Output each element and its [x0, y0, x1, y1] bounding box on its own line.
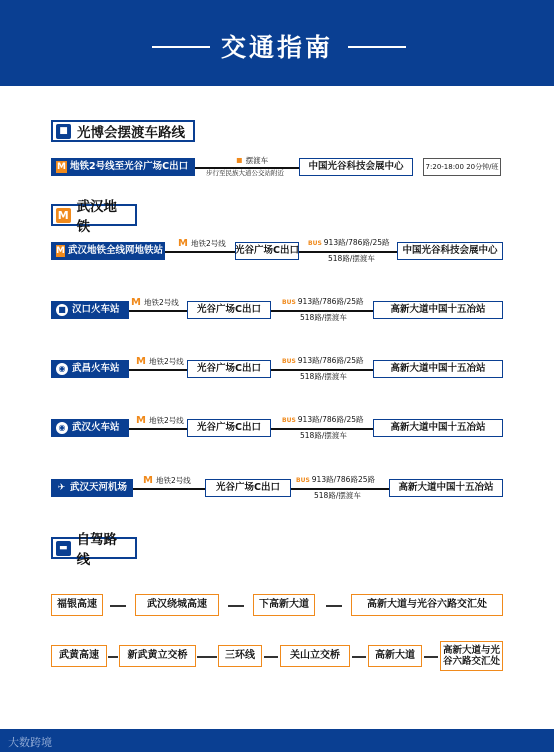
metro-route-start: ✈ 武汉天河机场 — [51, 479, 133, 497]
section-shuttle-title: 光博会摆渡车路线 — [77, 125, 185, 141]
connector — [165, 251, 235, 253]
connector — [271, 428, 373, 430]
drive-step: 武黄高速 — [51, 645, 107, 667]
drive-step: 高新大道 — [368, 645, 422, 667]
connector — [129, 310, 187, 312]
metro-icon: M — [57, 208, 69, 222]
connector — [129, 428, 187, 430]
section-drive-title: 自驾路线 — [76, 532, 118, 568]
metro-route-end: 高新大道中国十五冶站 — [389, 479, 503, 497]
metro-route-end: 高新大道中国十五冶站 — [373, 419, 503, 437]
shuttle-start-label: 地铁2号线至光谷广场C出口 — [70, 161, 189, 173]
bus-label: BUS 913路/786路/25路 — [282, 356, 364, 365]
bus-label: BUS 913路/786路/25路 — [282, 415, 364, 424]
metro-line-label: M 地铁2号线 — [136, 356, 184, 367]
metro-line-label: M 地铁2号线 — [143, 475, 191, 486]
metro-route-end: 高新大道中国十五冶站 — [373, 301, 503, 319]
dash — [108, 656, 118, 658]
section-shuttle — [51, 120, 195, 142]
bus-label: BUS 913路/786路/25路 — [308, 238, 390, 247]
shuttle-end: 中国光谷科技会展中心 — [299, 158, 413, 176]
bus-label-2: 518路/摆渡车 — [300, 313, 347, 322]
dash — [110, 605, 126, 607]
drive-step: 下高新大道 — [253, 594, 315, 616]
metro-exit: 光谷广场C出口 — [187, 360, 271, 378]
drive-step: 武汉绕城高速 — [135, 594, 219, 616]
car-icon: ▬ — [56, 541, 71, 556]
page-header — [0, 0, 554, 86]
header-line-right — [348, 46, 406, 48]
metro-line-label: M 地铁2号线 — [136, 415, 184, 426]
bus-label-2: 518路/摆渡车 — [300, 431, 347, 440]
metro-line-label: M 地铁2号线 — [178, 238, 226, 249]
metro-icon: M — [56, 246, 65, 256]
connector — [291, 488, 389, 490]
bus-label-2: 518路/摆渡车 — [328, 254, 375, 263]
section-metro-title: 武汉地铁 — [76, 199, 118, 235]
shuttle-mid-label: ▪ 摆渡车 — [235, 155, 269, 166]
shuttle-start — [51, 158, 195, 176]
connector — [133, 488, 205, 490]
shuttle-mid-sub: 步行至民族大道公交站附近 — [206, 169, 284, 177]
bus-label: BUS 913路/786路/25路 — [282, 297, 364, 306]
dash — [424, 656, 438, 658]
connector — [129, 369, 187, 371]
plane-icon: ✈ — [57, 483, 66, 493]
train-icon: ◉ — [56, 422, 68, 434]
drive-step: 关山立交桥 — [280, 645, 350, 667]
shuttle-time: 7:20-18:00 20分钟/班 — [423, 158, 501, 176]
connector — [271, 369, 373, 371]
page-title: 交通指南 — [220, 33, 333, 62]
drive-step: 高新大道与光谷六路交汇处 — [351, 594, 503, 616]
metro-exit: 光谷广场C出口 — [235, 242, 299, 260]
drive-step: 三环线 — [218, 645, 262, 667]
dash — [197, 656, 217, 658]
metro-exit: 光谷广场C出口 — [187, 419, 271, 437]
metro-route-end: 中国光谷科技会展中心 — [397, 242, 503, 260]
section-metro — [51, 199, 137, 235]
drive-step: 新武黄立交桥 — [119, 645, 196, 667]
metro-exit: 光谷广场C出口 — [187, 301, 271, 319]
dash — [352, 656, 366, 658]
bus-icon: ■ — [56, 124, 71, 139]
section-drive — [51, 532, 137, 568]
connector — [299, 251, 397, 253]
metro-icon: M — [57, 162, 66, 172]
bus-label-2: 518路/摆渡车 — [314, 491, 361, 500]
metro-route-start: ■ 汉口火车站 — [51, 301, 129, 319]
metro-line-label: M 地铁2号线 — [131, 297, 179, 308]
footer-brand: 大数跨境 — [8, 736, 52, 749]
metro-exit: 光谷广场C出口 — [205, 479, 291, 497]
dash — [264, 656, 278, 658]
dash — [228, 605, 244, 607]
train-icon: ■ — [56, 304, 68, 316]
connector — [271, 310, 373, 312]
metro-route-start: ◉ 武昌火车站 — [51, 360, 129, 378]
metro-route-end: 高新大道中国十五冶站 — [373, 360, 503, 378]
dash — [326, 605, 342, 607]
metro-route-start: ◉ 武汉火车站 — [51, 419, 129, 437]
metro-route-start: M 武汉地铁全线网地铁站 — [51, 242, 165, 260]
train-icon: ◉ — [56, 363, 68, 375]
footer — [0, 729, 554, 752]
bus-label: BUS 913路/786路25路 — [296, 475, 375, 484]
drive-step: 福银高速 — [51, 594, 103, 616]
bus-label-2: 518路/摆渡车 — [300, 372, 347, 381]
drive-step: 高新大道与光谷六路交汇处 — [440, 641, 503, 671]
